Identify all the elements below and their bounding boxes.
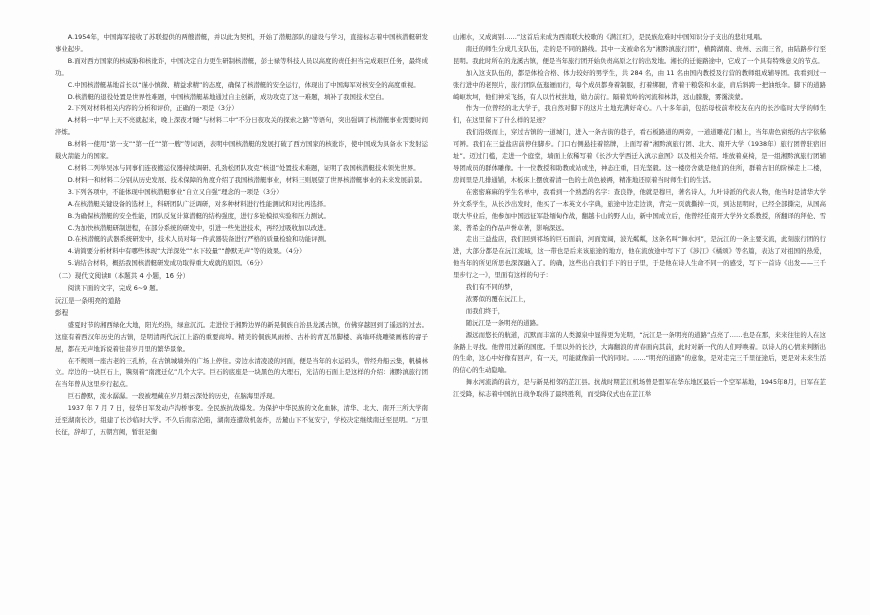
- article-paragraph: 作为一位曾经的北大学子，我自然对脚下的这片土地充满好奇心。八十多年前，包括母校前辈校友在内的长沙临时大学的师生们，在这里留下了什么样的足迹？: [453, 104, 826, 125]
- question-3-d: D.在核潜艇的武器系统研发中，技术人员对每一件武器装备进行严格的质量检验和功能评测。: [67, 235, 331, 244]
- right-column: [453, 32, 826, 401]
- article-paragraph: 南迁的师生分成几支队伍，走的是不同的路线。其中一支被命名为“湘黔滇旅行团”，横跨湖南、贵州、云南三省，由陆路步行至昆明。我此时所在的龙溪古镇，便是当年旅行团开始负责高原之行的出发地。湘长的迁徙路途中，它成了一个具有特殊意义的节点。: [453, 44, 826, 65]
- question-5: 5.请结合材料，概括我国核潜艇研发成功取得重大成就的原因。（6分）: [67, 259, 267, 268]
- article-paragraph: 加入这支队伍的，都是体检合格、体力较好的男学生，共 284 名，由 11 名由国内教授及行营的教师组成辅导团。我看到过一张行进中的老照片，旅行团队伍迤逦而行，每个成员都身着制服，打着绑腿，背着干粮袋和水壶，肩后斜跨一把油纸伞。脚下的道路崎岖坎坷，他们神采飞扬，有人以竹杖拄地，勋力前行。隔着荒岭的河流和林莽，远山朦胧，雾霭淡蒙。: [453, 68, 826, 101]
- question-2-d: D.材料一和材料二分别从历史发展、技术保障的角度介绍了我国核潜艇事业，材料三则展望了世界核潜艇事业的未来发展前景。: [67, 175, 427, 184]
- question-2-b: B.材料一使用“第一支”“第一任”“第一艘”等词语，表明中国核潜艇的发展打破了西方国家的核讹诈，使中国成为具备水下发射运载火箭能力的国家。: [55, 140, 428, 161]
- poem-line: 随沅江是一条明亮的道路。: [465, 318, 543, 327]
- article-paragraph: 源远而悠长的航道，沉默而丰富的人类源泉中显得更为光明，“沅江是一条明亮的道路”点亮了……也是在那，来来往往的人在这条路上寻找。他曾用过新的国度。千里以外的长沙，大海翻浪的青春面向其前，此时对新一代的人们呼唤着。以诗人的心情来判断出的生命，这心中好像有回声，有一天，可能就像前一代的同时。……“明亮的道路”的意象，是对走完三千里征途后，更是对未来生活的信心的生动隐喻。: [453, 330, 826, 375]
- question-4: 4.请简要分析材料中有哪些体现“大洋深处”“水下较量”“静默无声”等的效果。（4分）: [67, 247, 306, 256]
- article-paragraph: 盛夏时节的湘西绿化大地，阳光灼热，绿意沉沉。走进位于湘黔边界的新晃侗族自治县龙溪古镇，仿佛穿越回到了遥远的过去。这座有着西汉年历史的古镇，是明清两代沅江上游的重要商埠。精美的侗族风雨桥、古朴的青瓦吊脚楼、高墙环绕雕梁画栋的窨子屋，都在无声地诉说着往昔岁月里的繁华景象。: [55, 320, 428, 353]
- article-paragraph: 舞水河流淌的前方，是与新晃相邻的芷江县。抗战时期芷江机场曾是盟军在华东地区最后一个空军基地，1945年8月，日军在芷江受降，标志着中国抗日战争取得了最终胜利，而受降仪式也在芷江举: [453, 378, 826, 399]
- article-paragraph: 巨石静默，流水潺潺。一段被埋藏在岁月烟云深处的历史，在脑海里浮现。: [67, 392, 279, 401]
- article-paragraph: 1937 年 7 月 7 日，侵华日军发动卢沟桥事变。全民族抗战爆发。为保护中华民族的文化血脉，清华、北大、南开三所大学南迁至湖南长沙，组建了长沙临时大学。不久后南京沦陷，湖南连遭敌机轰炸，岳麓山下不复安宁，学校决定继续南迁至昆明。“万里长征，辞却了，五朝宫阙，暂驻足衡: [55, 404, 428, 436]
- option-a: A.1954年，中国海军接收了苏联提供的两艘潜艇，并以此为契机，开始了潜艇部队的建设与学习，直接标志着中国核潜艇研发事业起步。: [55, 33, 428, 53]
- poem-line: 我们有不同的梦，: [465, 283, 517, 292]
- section-heading: （二）现代文阅读Ⅱ（本题共 4 小题，16 分）: [55, 272, 190, 281]
- question-3-b: B.为确保核潜艇的安全性能，团队反复计算潜艇的结构强度，进行多轮模拟实验和压力测试。: [67, 211, 330, 220]
- article-author: 彭程: [55, 309, 69, 318]
- section-instruction: 阅读下面的文字，完成 6~9 题。: [67, 283, 163, 292]
- question-3-a: A.在核潜艇关键设备的选材上，科研团队广泛调研，对多种材料进行性能测试和对比再选择。: [67, 199, 330, 208]
- question-2: 2.下列对材料相关内容的分析和评价，正确的一项是（3分）: [67, 104, 238, 113]
- question-3: 3.下列各项中，不能体现中国核潜艇事业“自立又自强”理念的一项是（3分）: [67, 187, 283, 196]
- article-paragraph: 在不规则一座古老的三孔桥，在古镇城墙外的广场上停住。旁边水清凌凌的河面，便是当年的水运码头，曾经舟船云集，帆樯林立。岸边的一块巨石上，镌刻着“南渡迁亿”几个大字。巨石的底座是一块黑色的大理石，光洁的石面上是这样的介绍：湘黔滇旅行团在当年曾从这里步行起点。: [55, 356, 428, 389]
- option-d: D.核潜艇的退役处置是世界性难题，中国核潜艇基地通过自主创新，成功攻克了这一难题，填补了我国技术空白。: [67, 92, 388, 101]
- question-3-c: C.为加快核潜艇研制进程，在部分系统的研发中，引进一些先进技术，再经过吸收加以改进。: [67, 223, 330, 232]
- article-paragraph: 我们沿级而上，穿过古镇的一道城门，进入一条古街的巷子，看石板路道的两旁，一道道雕花门楣上，当年唐色窗纸的古字依稀可辨。我们在三益盐店前停住脚步。门口右侧悬挂着铭牌，上面写着“湘黔滇旅行团、北大、南开大学（1938年）旅行团曾驻宿旧址”。迈过门槛，走进一个庭堂，墙面上依稀写着《长沙大学西迁入滇示意图》以及相关介绍。堆放着桌椅，是一组湘黔滇旅行团辅导团成员的群体雕像。十一位教授和助教或站或坐，神态庄重，目光坚毅。这一楼房舍就是他们的住所，群着古旧的阶梯走上二楼，房间里是几排通铺，木板床上摆放着清一色的土黄色被褥，精准地还原着当时师生们的生活。: [453, 128, 826, 184]
- question-2-a: A.材料一中“早上天不亮就起来，晚上深夜才睡”与材料二中“不分日夜攻关的探索之路”等语句，突出强调了核潜艇事业需要时间淬炼。: [55, 116, 428, 137]
- poem-line: 而我们终于，: [465, 306, 505, 315]
- poem-line: 浓雾似的覆在沅江上，: [465, 294, 530, 303]
- article-paragraph: 走出三益盐店，我们回到祁场的巨石面前，河面宽阔，波光粼粼，这条名叫“舞水河”，是沅江的一条主要支流，此刻旅行团的行进，大部分都是在沅江流域，这一带也是后来该旅途的地方，他在流放途中写下了《涉江》《橘颂》等名篇，表达了对祖国的热爱，他当年的所见所思也深深融入了。的确，这些出自我们手下的日子里，于是他在诗人生命不同一的感受，写下一首诗《出发——三千里步行之一》，里面有这样的句子：: [453, 235, 826, 280]
- left-column: [55, 32, 428, 439]
- question-2-c: C.材料二列举吴冰与同事们连夜搬运仪器持续调研、孔劲松团队攻克“核退”处置技术难题，证明了我国核潜艇技术领先世界。: [67, 163, 420, 172]
- option-b: B.面对西方国家的核威胁和核讹诈，中国决定自力更生研制核潜艇，彭士禄等科技人员以高度的责任担当完成艰巨任务，最终成功。: [55, 56, 428, 77]
- option-c: C.中国核潜艇基地首长以“谨小慎微、精益求精”的态度，确保了核潜艇的安全运行，体现出了中国海军对核安全的高度重视。: [67, 80, 420, 89]
- article-paragraph: 山湘水，又成离别……”这首后来成为西南联大校歌的《满江红》，是民族危难时中国知识分子支出的悲壮吼唱。: [453, 33, 767, 41]
- article-title: 沅江是一条明亮的道路: [55, 296, 121, 305]
- article-paragraph: 在密密麻麻的学生名单中，我看到一个熟悉的名字：查良铮，他就是穆旦，著名诗人，九叶诗派的代表人物，他当时是清华大学外文系学生，从长沙出发时，他买了一本英文小字典，旅途中边走边读，背完一页就撕掉一页，到达昆明时，已经全部撕完，从国高联大毕业后，他参加中国远征军赴缅甸作战，翻越卡山的野人山，新中国成立后，他曾经任南开大学外文系教授，所翻译的拜伦、雪莱、普希金的作品声誉卓著，影响深远。: [453, 187, 826, 232]
